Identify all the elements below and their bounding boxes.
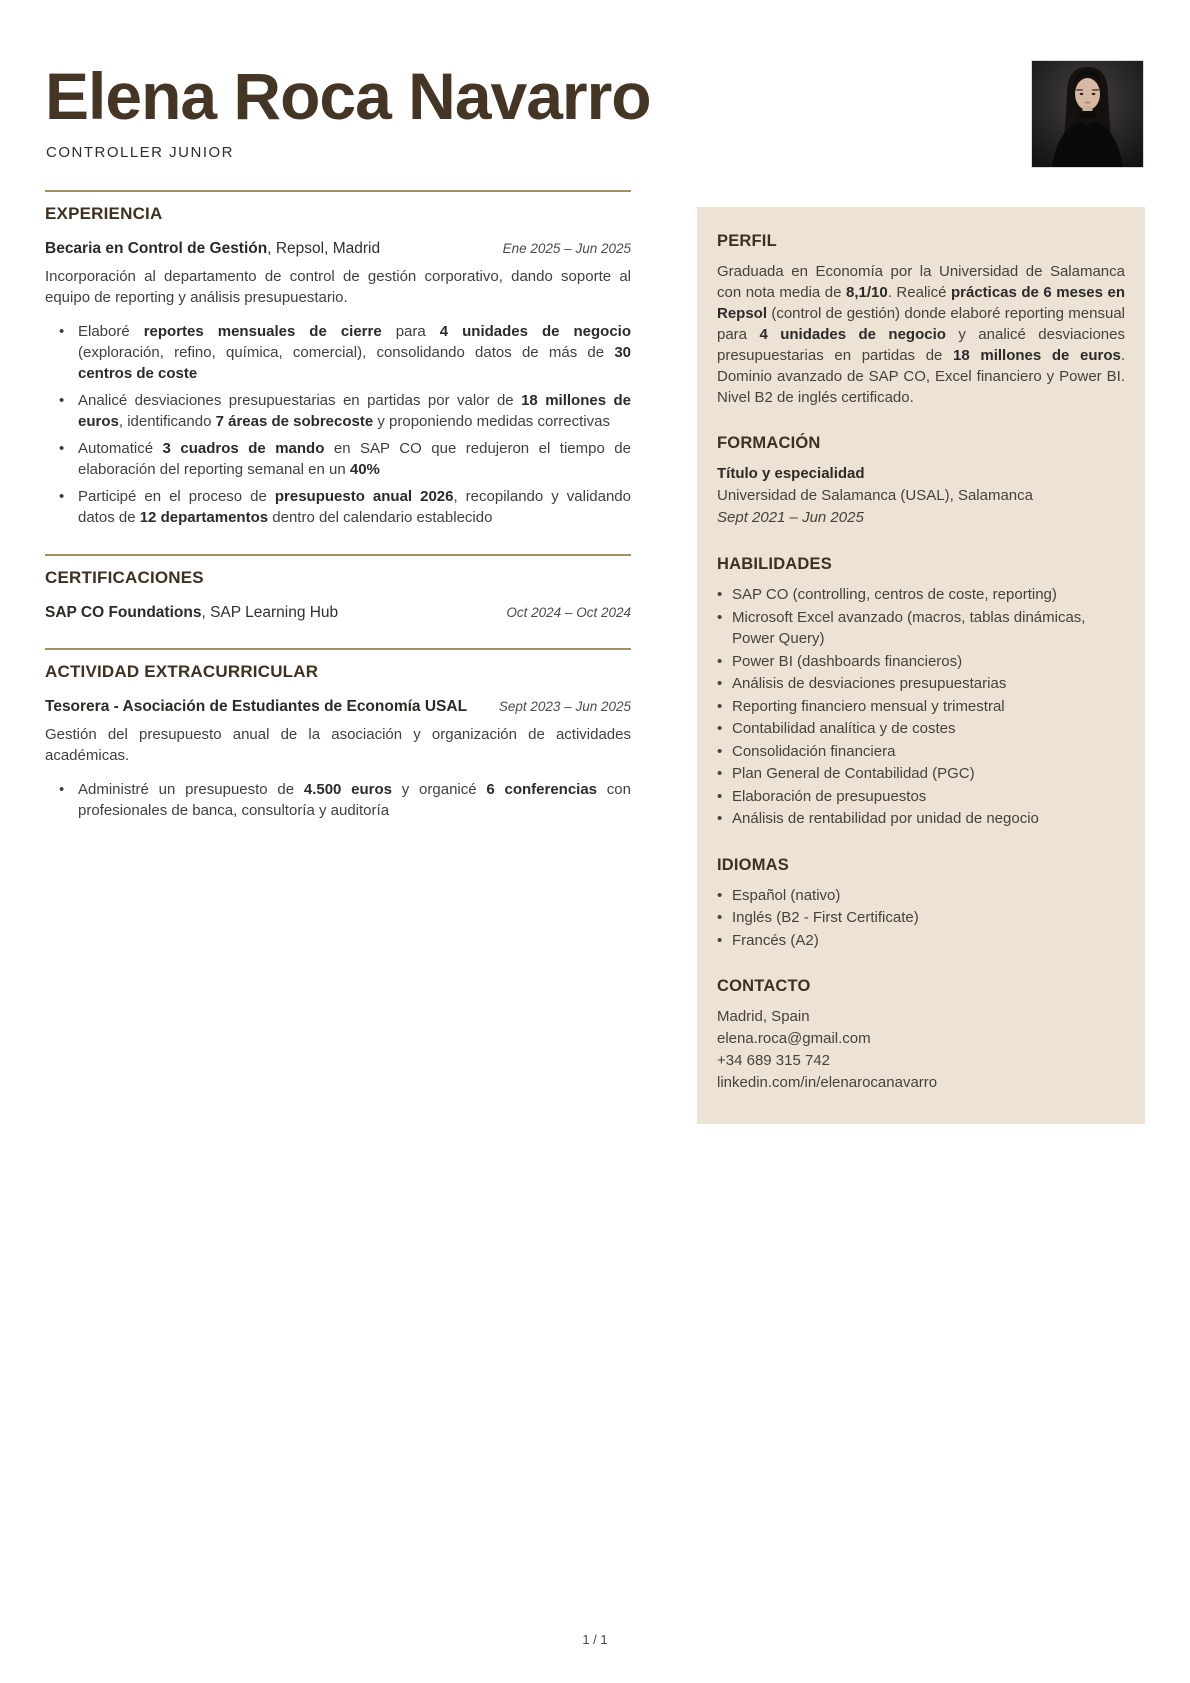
skill-item: • Plan General de Contabilidad (PGC) — [717, 763, 1125, 785]
contact-location: Madrid, Spain — [717, 1008, 810, 1025]
activity-dates: Sept 2023 – Jun 2025 — [498, 699, 631, 714]
skill-item: • SAP CO (controlling, centros de coste, reporting) — [717, 584, 1125, 606]
section-formacion — [717, 434, 1125, 529]
skill-item: • Contabilidad analítica y de costes — [717, 718, 1125, 740]
language-item: • Francés (A2) — [717, 930, 1125, 952]
education-degree: Título y especialidad — [717, 465, 865, 482]
section-divider — [45, 554, 631, 556]
experience-bullet: • Elaboré reportes mensuales de cierre para 4 unidades de negocio (exploración, refino, química, comercial), consolidando datos de más de 30 centros de coste — [45, 321, 631, 384]
experience-bullet: • Analicé desviaciones presupuestarias en partidas por valor de 18 millones de euros, identificando 7 áreas de sobrecoste y proponiendo medidas correctivas — [45, 390, 631, 432]
language-item: • Inglés (B2 - First Certificate) — [717, 907, 1125, 929]
heading-formacion: FORMACIÓN — [717, 434, 821, 452]
section-idiomas — [717, 856, 1125, 952]
activity-bullet-list — [45, 779, 631, 821]
section-habilidades — [717, 555, 1125, 830]
heading-habilidades: HABILIDADES — [717, 555, 832, 573]
activity-entry-header — [45, 698, 631, 716]
experience-entry-header — [45, 240, 631, 258]
languages-list — [717, 885, 1125, 952]
certification-entry-header — [45, 604, 631, 622]
heading-perfil: PERFIL — [717, 232, 777, 250]
heading-contacto: CONTACTO — [717, 977, 811, 995]
certification-issuer: , SAP Learning Hub — [201, 604, 339, 621]
skill-item: • Power BI (dashboards financieros) — [717, 651, 1125, 673]
person-name: Elena Roca Navarro — [45, 59, 651, 133]
skill-item: • Microsoft Excel avanzado (macros, tablas dinámicas, Power Query) — [717, 607, 1125, 650]
activity-bullet: • Administré un presupuesto de 4.500 euros y organicé 6 conferencias con profesionales de banca, consultoría y auditoría — [45, 779, 631, 821]
skill-item: • Elaboración de presupuestos — [717, 786, 1125, 808]
activity-position: Tesorera - Asociación de Estudiantes de Economía USAL — [45, 698, 468, 715]
experience-position: Becaria en Control de Gestión — [45, 240, 268, 257]
contact-linkedin: linkedin.com/in/elenarocanavarro — [717, 1074, 938, 1091]
experience-bullet-list — [45, 321, 631, 528]
section-certificaciones — [45, 554, 631, 622]
certification-name: SAP CO Foundations — [45, 604, 202, 621]
heading-experiencia: EXPERIENCIA — [45, 204, 163, 223]
heading-actividad: ACTIVIDAD EXTRACURRICULAR — [45, 662, 319, 681]
profile-photo — [1032, 61, 1143, 167]
section-experiencia — [45, 190, 631, 528]
person-job-title: CONTROLLER JUNIOR — [46, 144, 235, 161]
skill-item: • Consolidación financiera — [717, 741, 1125, 763]
education-school: Universidad de Salamanca (USAL), Salamanca — [717, 487, 1033, 504]
experience-bullet: • Automaticé 3 cuadros de mando en SAP CO que redujeron el tiempo de elaboración del reporting semanal en un 40% — [45, 438, 631, 480]
skill-item: • Análisis de desviaciones presupuestarias — [717, 673, 1125, 695]
heading-certificaciones: CERTIFICACIONES — [45, 568, 204, 587]
page-footer — [0, 1632, 1190, 1647]
section-contacto — [717, 977, 1125, 1094]
profile-text: Graduada en Economía por la Universidad de Salamanca con nota media de 8,1/10. Realicé prácticas de 6 meses en Repsol (control de gestión) donde elaboré reporting mensual para 4 unidades de negocio y analicé desviaciones presupuestarias en partidas de 18 millones de euros. Dominio avanzado de SAP CO, Excel financiero y Power BI. Nivel B2 de inglés certificado. — [717, 263, 1126, 406]
section-perfil — [717, 232, 1125, 408]
section-actividad — [45, 648, 631, 821]
section-divider — [45, 190, 631, 192]
main-column — [45, 190, 631, 827]
activity-title — [45, 698, 467, 716]
contact-phone: +34 689 315 742 — [717, 1052, 831, 1069]
skill-item: • Reporting financiero mensual y trimestral — [717, 696, 1125, 718]
experience-summary: Incorporación al departamento de control de gestión corporativo, dando soporte al equipo de reporting y análisis presupuestario. — [45, 268, 631, 306]
language-item: • Español (nativo) — [717, 885, 1125, 907]
skills-list — [717, 584, 1125, 830]
experience-title — [45, 240, 380, 258]
experience-company: , Repsol, Madrid — [267, 240, 381, 257]
certification-dates: Oct 2024 – Oct 2024 — [506, 605, 631, 620]
contact-email: elena.roca@gmail.com — [717, 1030, 871, 1047]
portrait-photo-image — [1032, 61, 1143, 167]
section-divider — [45, 648, 631, 650]
activity-summary: Gestión del presupuesto anual de la asociación y organización de actividades académicas. — [45, 726, 631, 764]
skill-item: • Análisis de rentabilidad por unidad de negocio — [717, 808, 1125, 830]
experience-dates: Ene 2025 – Jun 2025 — [502, 241, 631, 256]
certification-title — [45, 604, 338, 622]
page-indicator: 1 / 1 — [582, 1632, 608, 1647]
heading-idiomas: IDIOMAS — [717, 855, 789, 874]
experience-bullet: • Participé en el proceso de presupuesto anual 2026, recopilando y validando datos de 12 departamentos dentro del calendario establecido — [45, 486, 631, 528]
education-dates: Sept 2021 – Jun 2025 — [717, 509, 864, 526]
sidebar — [697, 207, 1145, 1124]
